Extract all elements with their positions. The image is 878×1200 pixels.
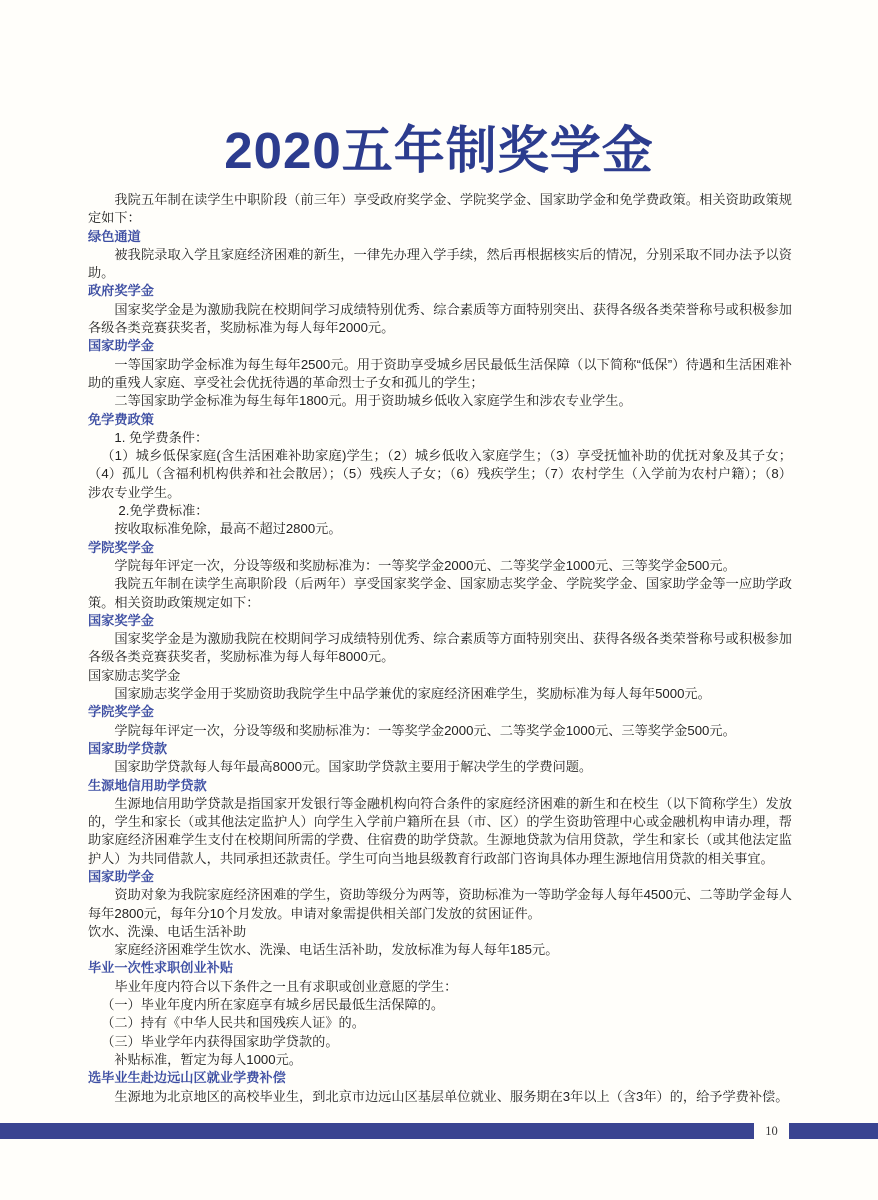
paragraph: 1. 免学费条件：: [114, 429, 209, 445]
page-title: 2020五年制奖学金: [224, 122, 654, 179]
paragraph: 被我院录取入学且家庭经济困难的新生，一律先办理入学手续，然后再根据核实后的情况，分别采取不同办法予以资助。: [88, 246, 792, 281]
paragraph: 国家奖学金是为激励我院在校期间学习成绩特别优秀、综合素质等方面特别突出、获得各级各类荣誉称号或积极参加各级各类竞赛获奖者，奖励标准为每人每年8000元。: [88, 631, 792, 665]
list-paragraph: （三）毕业学年内获得国家助学贷款的。: [101, 1033, 339, 1049]
section-heading: 政府奖学金: [88, 283, 154, 299]
footer-bar-left: [0, 1123, 754, 1139]
paragraph: 生源地为北京地区的高校毕业生，到北京市边远山区基层单位就业、服务期在3年以上（含3年）的，给予学费补偿。: [114, 1088, 789, 1104]
paragraph: 家庭经济困难学生饮水、洗澡、电话生活补助，发放标准为每人每年185元。: [114, 942, 559, 958]
paragraph: 补贴标准，暂定为每人1000元。: [114, 1051, 302, 1067]
paragraph: 毕业年度内符合以下条件之一且有求职或创业意愿的学生：: [114, 978, 458, 994]
paragraph: 生源地信用助学贷款是指国家开发银行等金融机构向符合条件的家庭经济困难的新生和在校生（以下简称学生）发放的，学生和家长（或其他法定监护人）向学生入学前户籍所在县（市、区）的学生资助管理中心或金融机构申请办理，帮助家庭经济困难学生支付在校期间所需的学费、住宿费的助学贷款。生源地贷款为信用贷款，学生和家长（或其他法定监护人）为共同借款人，共同承担还款责任。学生可向当地县级教育行政部门咨询具体办理生源地信用贷款的相关事宜。: [88, 795, 792, 866]
paragraph: 一等国家助学金标准为每生每年2500元。用于资助享受城乡居民最低生活保障（以下简称“低保”）待遇和生活困难补助的重残人家庭、享受社会优抚待遇的革命烈士子女和孤儿的学生；: [88, 356, 792, 390]
footer-bar-right: [789, 1123, 878, 1139]
list-paragraph: （二）持有《中华人民共和国残疾人证》的。: [101, 1015, 365, 1031]
paragraph: 学院每年评定一次，分设等级和奖励标准为：一等奖学金2000元、二等奖学金1000元、三等奖学金500元。: [114, 722, 736, 738]
section-heading: 选毕业生赴边远山区就业学费补偿: [88, 1070, 286, 1086]
paragraph: 我院五年制在读学生高职阶段（后两年）享受国家奖学金、国家励志奖学金、学院奖学金、国家助学金等一应助学政策。相关资助政策规定如下：: [88, 576, 792, 610]
paragraph: 二等国家助学金标准为每生每年1800元。用于资助城乡低收入家庭学生和涉农专业学生。: [114, 393, 632, 409]
paragraph: 国家奖学金是为激励我院在校期间学习成绩特别优秀、综合素质等方面特别突出、获得各级各类荣誉称号或积极参加各级各类竞赛获奖者，奖励标准为每人每年2000元。: [88, 301, 792, 336]
section-heading: 国家奖学金: [88, 612, 154, 628]
paragraph: 学院每年评定一次，分设等级和奖励标准为：一等奖学金2000元、二等奖学金1000元、三等奖学金500元。: [114, 557, 736, 573]
section-heading: 国家助学金: [88, 338, 154, 354]
section-heading: 免学费政策: [88, 411, 154, 427]
paragraph: 资助对象为我院家庭经济困难的学生，资助等级分为两等，资助标准为一等助学金每人每年4500元、二等助学金每人每年2800元，每年分10个月发放。申请对象需提供相关部门发放的贫困证件。: [88, 887, 792, 921]
paragraph: 我院五年制在读学生中职阶段（前三年）享受政府奖学金、学院奖学金、国家助学金和免学费政策。相关资助政策规定如下：: [88, 192, 792, 226]
section-heading: 绿色通道: [88, 228, 141, 244]
list-paragraph: （一）毕业年度内所在家庭享有城乡居民最低生活保障的。: [101, 997, 445, 1013]
section-heading: 学院奖学金: [88, 704, 154, 720]
document-body: [88, 191, 792, 1106]
list-paragraph: （1）城乡低保家庭(含生活困难补助家庭)学生；（2）城乡低收入家庭学生；（3）享受抚恤补助的优抚对象及其子女；（4）孤儿（含福利机构供养和社会散居）；（5）残疾人子女；（6）残疾学生；（7）农村学生（入学前为农村户籍）；（8）涉农专业学生。: [88, 448, 792, 500]
paragraph: 按收取标准免除，最高不超过2800元。: [114, 521, 342, 537]
section-heading-plain: 国家励志奖学金: [88, 667, 181, 683]
section-heading: 国家助学金: [88, 868, 154, 884]
section-heading: 国家助学贷款: [88, 740, 168, 756]
section-heading: 生源地信用助学贷款: [88, 777, 207, 793]
paragraph: 国家励志奖学金用于奖励资助我院学生中品学兼优的家庭经济困难学生，奖励标准为每人每年5000元。: [114, 686, 711, 702]
section-heading-plain: 饮水、洗澡、电话生活补助: [88, 923, 247, 939]
page-number: 10: [765, 1124, 778, 1138]
sub-paragraph: 2.免学费标准：: [118, 503, 209, 519]
paragraph: 国家助学贷款每人每年最高8000元。国家助学贷款主要用于解决学生的学费问题。: [114, 759, 593, 775]
section-heading: 毕业一次性求职创业补贴: [88, 960, 234, 976]
section-heading: 学院奖学金: [88, 539, 154, 555]
